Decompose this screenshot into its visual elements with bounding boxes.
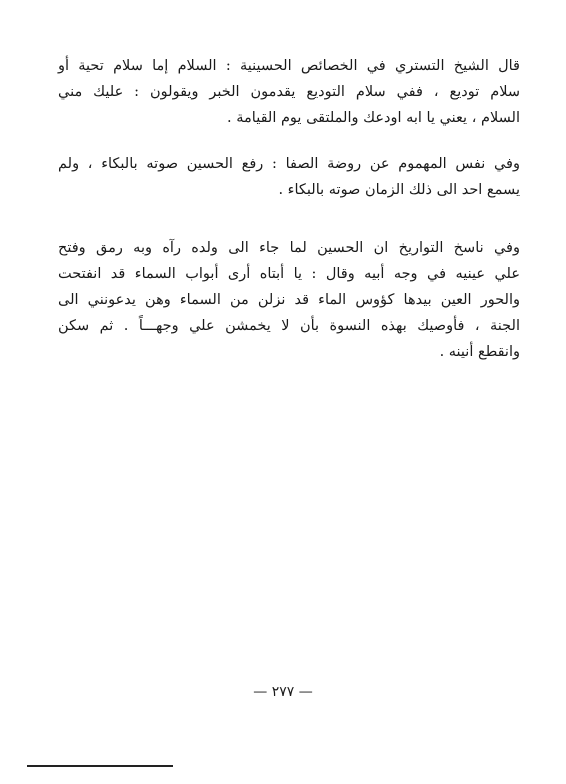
- text-line: سلام توديع ، ففي سلام التوديع يقدمون الخبر ويقولون : عليك مني: [58, 84, 520, 100]
- text-line: قال الشيخ التستري في الخصائص الحسينية : السلام إما سلام تحية أو: [58, 58, 520, 74]
- text-line: وفي نفس المهموم عن روضة الصفا : رفع الحسين صوته بالبكاء ، ولم: [58, 156, 520, 172]
- text-line: والحور العين بيدها كؤوس الماء قد نزلن من السماء وهن يدعونني الى: [58, 292, 520, 308]
- text-line: وانقطع أنينه .: [439, 344, 520, 360]
- text-line: الجنة ، فأوصيك بهذه النسوة بأن لا يخمشن علي وجهـــاً . ثم سكن: [58, 318, 520, 334]
- paragraph-1: [58, 53, 520, 131]
- page-number: — ٢٧٧ —: [253, 684, 313, 700]
- text-line: السلام ، يعني يا ابه اودعك والملتقى يوم القيامة .: [227, 110, 520, 126]
- paragraph-3: [58, 235, 520, 365]
- text-line: يسمع احد الى ذلك الزمان صوته بالبكاء .: [278, 182, 520, 198]
- footer-rule: [27, 765, 173, 767]
- text-line: وفي ناسخ التواريخ ان الحسين لما جاء الى ولده رآه وبه رمق وفتح: [58, 240, 520, 256]
- text-line: علي عينيه في وجه أبيه وقال : يا أبتاه أرى أبواب السماء قد انفتحت: [58, 266, 520, 282]
- paragraph-2: [58, 151, 520, 203]
